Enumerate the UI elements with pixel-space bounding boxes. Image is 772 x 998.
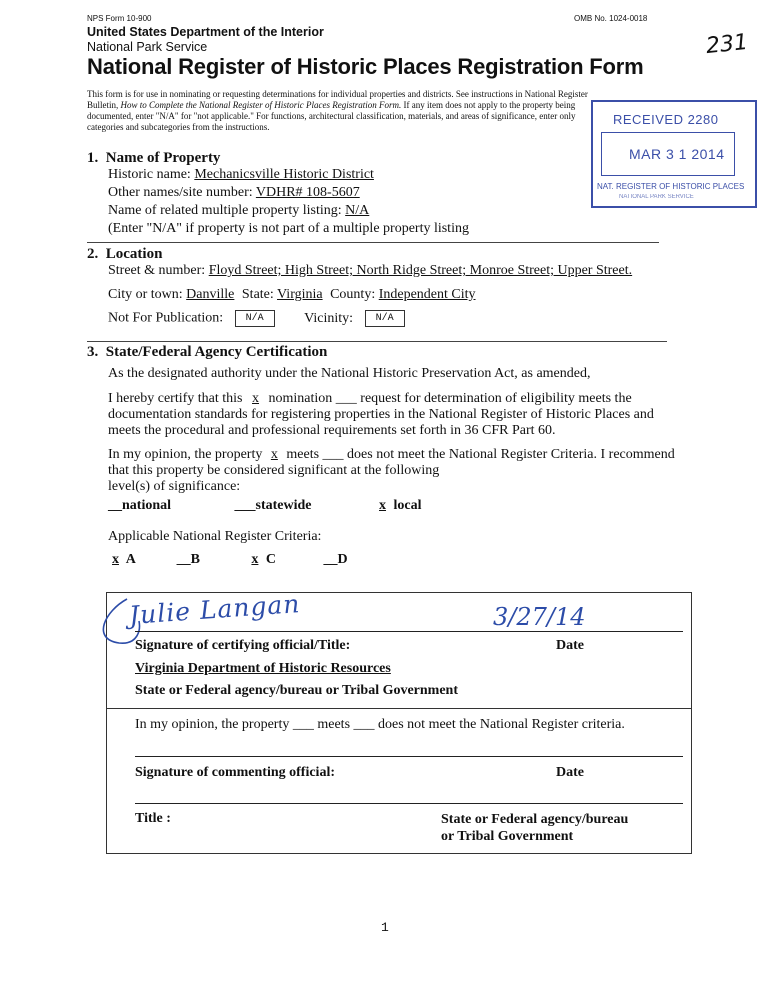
department: United States Department of the Interior [87,25,324,39]
form-title: National Register of Historic Places Registration Form [87,54,644,79]
intro-line-4: categories and subcategories from the instructions. [87,122,270,132]
street-label: Street & number: [108,263,206,278]
designated-authority: As the designated authority under the National Historic Preservation Act, as amended, [108,366,591,381]
intro-line-2-end: If any item does not apply to the property being [403,100,576,110]
multiple-listing-value: N/A [345,203,370,218]
cert-divider-1 [107,708,691,709]
criterion-c-mark: x [251,552,259,567]
title-label: Title : [135,811,171,826]
received-stamp [591,100,757,208]
street-row [108,263,632,279]
section-3-body [108,366,698,495]
historic-name-value: Mechanicsville Historic District [194,167,374,182]
certifying-date-label: Date [556,638,584,653]
intro-line-1: This form is for use in nominating or requesting determinations for individual properties and districts. See instructions in National Register [87,89,588,99]
commenting-agency-line-2: or Tribal Government [441,829,574,844]
level-local-mark: x [379,498,387,513]
section-2-divider [87,341,667,342]
criterion-b [177,552,200,567]
other-names-value: VDHR# 108-5607 [255,185,360,200]
nomination-mark: x [252,391,260,406]
criterion-a-label: A [125,552,136,567]
title-line [135,803,683,804]
agency-value: Virginia Department of Historic Resources [135,661,391,676]
agency-label: State or Federal agency/bureau or Tribal Government [135,683,459,698]
multiple-listing-row [108,202,469,220]
stamp-date: MAR 3 1 2014 [629,146,725,162]
certification-box [106,589,692,854]
criterion-a [108,552,135,567]
agency-service: National Park Service [87,40,208,54]
signature-date-handwritten: 3/27/14 [493,603,586,631]
city-row [108,287,476,303]
certifying-signature: Julie Langan [128,589,302,630]
opinion-line-1 [108,447,698,463]
level-statewide-label: statewide [255,498,312,513]
commenting-signature-line [135,756,683,757]
significance-levels [108,498,422,514]
commenting-opinion: In my opinion, the property ___ meets ___ does not meet the National Register criteria. [135,717,625,732]
section-1-divider [87,242,659,243]
level-statewide-mark: ___ [234,498,256,513]
form-number: NPS Form 10-900 [87,14,152,23]
criterion-c [247,552,276,567]
criterion-c-label: C [265,552,277,567]
commenting-date-label: Date [556,765,584,780]
vicinity-field[interactable]: N/A [365,310,405,327]
stamp-received: RECEIVED 2280 [613,112,719,127]
historic-name-row [108,166,469,184]
level-local-label: local [393,498,422,513]
certify-text-end: nomination ___ request for determination of eligibility meets the [268,391,632,406]
intro-bulletin: Bulletin, [87,100,119,110]
criterion-d-label: D [337,552,348,567]
commenting-agency-label [441,811,628,845]
stamp-register: NAT. REGISTER OF HISTORIC PLACES [597,182,745,191]
vicinity-label: Vicinity: [304,310,354,326]
state-label: State: [241,287,274,302]
criteria-row [108,552,348,568]
section-1-heading: 1. Name of Property [87,150,221,166]
intro-line-3: documented, enter "N/A" for "not applicable." For functions, architectural classification, materials, and areas of significance, enter only [87,111,576,121]
state-value: Virginia [277,287,323,302]
certify-line-1 [108,391,698,407]
county-label: County: [330,287,376,302]
criterion-d [324,552,348,567]
meets-mark: x [270,447,278,462]
certifying-signature-label: Signature of certifying official/Title: [135,638,351,653]
certify-line-3: meets the procedural and professional requirements set forth in 36 CFR Part 60. [108,423,556,438]
criterion-a-mark: x [112,552,119,567]
criteria-label: Applicable National Register Criteria: [108,529,322,544]
criterion-b-mark: __ [176,552,191,567]
opinion-line-2: that this property be considered significant at the following [108,463,440,478]
nfp-field[interactable]: N/A [235,310,275,327]
city-label: City or town: [108,287,183,302]
section-1-body [108,166,469,238]
stamp-service: NATIONAL PARK SERVICE [619,194,694,200]
criterion-b-label: B [190,552,200,567]
level-statewide [235,498,312,513]
criterion-d-mark: __ [323,552,338,567]
signature-line [135,631,683,632]
omb-number: OMB No. 1024-0018 [574,14,648,23]
publication-row [108,310,405,327]
level-national [108,498,171,513]
commenting-agency-line-1: State or Federal agency/bureau [441,812,629,827]
stamp-date-box [601,132,735,176]
level-national-mark: __ [108,498,122,513]
nfp-label: Not For Publication: [108,310,224,326]
opinion-text: In my opinion, the property [108,447,263,462]
city-value: Danville [186,287,235,302]
page-number: 1 [381,920,389,935]
opinion-line-3: level(s) of significance: [108,479,241,494]
other-names-label: Other names/site number: [108,185,253,200]
street-value: Floyd Street; High Street; North Ridge Street; Monroe Street; Upper Street. [208,263,633,278]
certify-text: I hereby certify that this [108,391,243,406]
other-names-row [108,184,469,202]
opinion-text-end: meets ___ does not meet the National Register Criteria. I recommend [286,447,675,462]
commenting-official-label: Signature of commenting official: [135,765,335,780]
handwritten-number: 231 [704,29,750,60]
county-value: Independent City [378,287,476,302]
certify-line-2: documentation standards for registering properties in the National Register of Historic Places and [108,407,654,422]
level-national-label: national [122,498,172,513]
section-2-heading: 2. Location [87,246,163,262]
multiple-listing-label: Name of related multiple property listing: [108,203,342,218]
level-local [375,498,422,513]
multiple-listing-note: (Enter "N/A" if property is not part of a multiple property listing [108,221,469,236]
section-3-heading: 3. State/Federal Agency Certification [87,344,328,360]
historic-name-label: Historic name: [108,167,191,182]
intro-bulletin-title: How to Complete the National Register of Historic Places Registration Form. [120,100,402,110]
